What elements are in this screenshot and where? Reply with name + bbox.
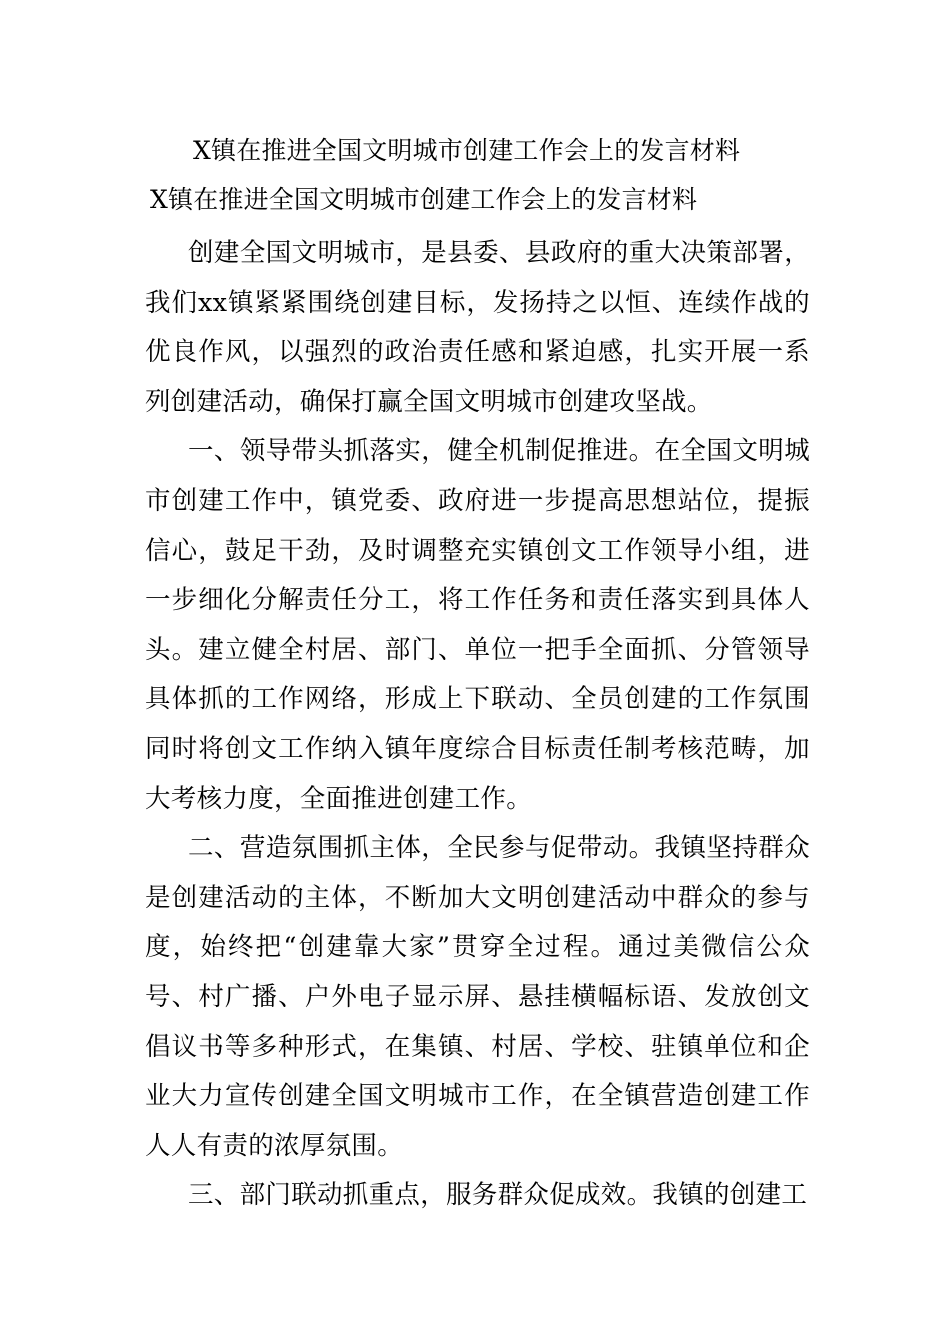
document-subtitle: X镇在推进全国文明城市创建工作会上的发言材料 [150, 185, 698, 214]
paragraph-section-1: 一、领导带头抓落实，健全机制促推进。在全国文明城市创建工作中，镇党委、政府进一步提高思想站位，提振信心，鼓足干劲，及时调整充实镇创文工作领导小组，进一步细化分解责任分工，将工作任务和责任落实到具体人头。建立健全村居、部门、单位一把手全面抓、分管领导具体抓的工作网络，形成上下联动、全员创建的工作氛围同时将创文工作纳入镇年度综合目标责任制考核范畴，加大考核力度，全面推进创建工作。 [145, 436, 810, 814]
document-body [145, 229, 810, 1221]
paragraph-section-3: 三、部门联动抓重点，服务群众促成效。我镇的创建工 [188, 1180, 808, 1211]
paragraph-section-2: 二、营造氛围抓主体，全民参与促带动。我镇坚持群众是创建活动的主体，不断加大文明创建活动中群众的参与度，始终把“创建靠大家”贯穿全过程。通过美微信公众号、村广播、户外电子显示屏、悬挂横幅标语、发放创文倡议书等多种形式，在集镇、村居、学校、驻镇单位和企业大力宣传创建全国文明城市工作，在全镇营造创建工作人人有责的浓厚氛围。 [145, 833, 810, 1161]
paragraph-intro: 创建全国文明城市，是县委、县政府的重大决策部署，我们xx镇紧紧围绕创建目标，发扬持之以恒、连续作战的优良作风，以强烈的政治责任感和紧迫感，扎实开展一系列创建活动，确保打赢全国文明城市创建攻坚战。 [145, 238, 810, 417]
document-title: X镇在推进全国文明城市创建工作会上的发言材料 [193, 136, 741, 165]
